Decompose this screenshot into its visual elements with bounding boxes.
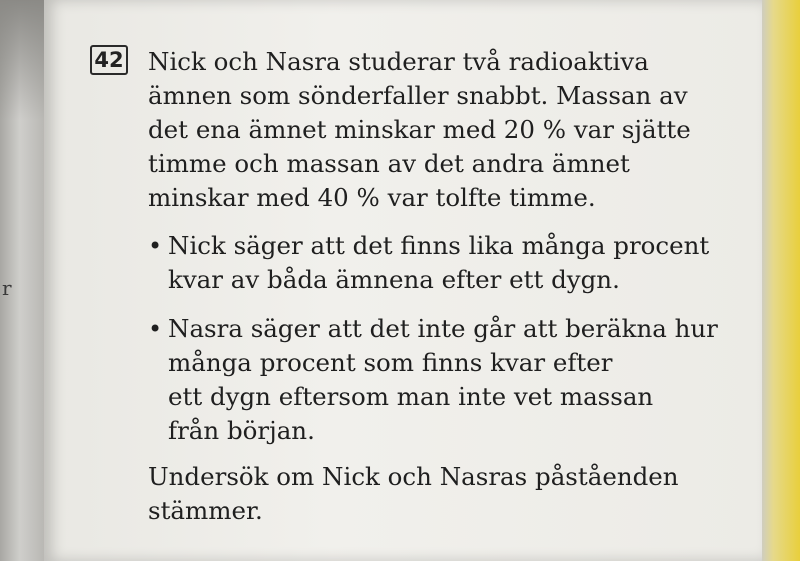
bullet-line: kvar av båda ämnena efter ett dygn. [168,265,620,294]
bullet-text [168,229,709,297]
intro-line: minskar med 40 % var tolfte timme. [148,183,596,212]
bullet-line: Nick säger att det finns lika många procent [168,231,710,260]
bullet-line: Nasra säger att det inte går att beräkna hur [168,314,718,343]
task-line: stämmer. [148,496,263,525]
intro-line: Nick och Nasra studerar två radioaktiva [148,47,649,76]
intro-line: timme och massan av det andra ämnet [148,149,630,178]
page-shadow [0,0,44,120]
intro-line: ämnen som sönderfaller snabbt. Massan av [148,81,688,110]
problem-intro [148,45,691,215]
bullet-line: ett dygn eftersom man inte vet massan [168,382,654,411]
bullet-text [168,312,718,448]
bullet-line: många procent som finns kvar efter [168,348,613,377]
adjacent-page [0,0,44,561]
problem-number: 42 [90,45,128,75]
problem-task [148,460,679,528]
bullet-line: från början. [168,416,315,445]
task-line: Undersök om Nick och Nasras påståenden [148,462,679,491]
bullet-icon: • [148,315,163,343]
adjacent-page-text: r [2,276,12,300]
bullet-icon: • [148,232,163,260]
intro-line: det ena ämnet minskar med 20 % var sjätte [148,115,691,144]
page-edge [762,0,800,561]
